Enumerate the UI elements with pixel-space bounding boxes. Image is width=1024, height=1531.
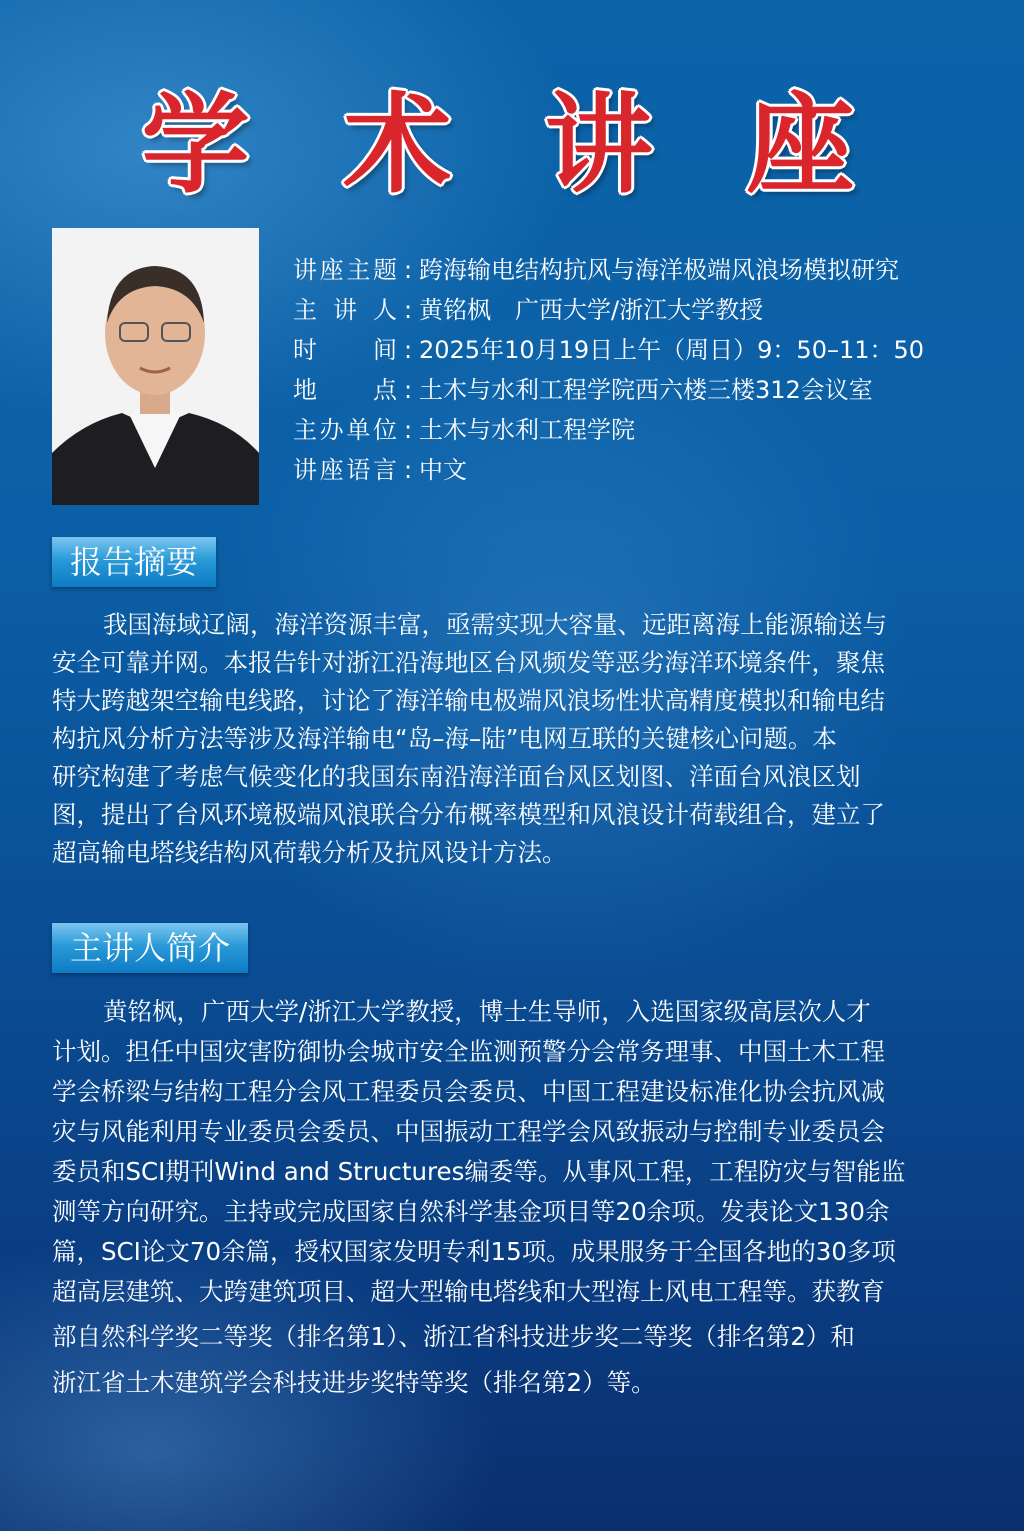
- info-value: 2025年10月19日上午（周日）9：50–11：50: [419, 336, 925, 364]
- poster-title: 学 术 讲 座: [141, 82, 883, 208]
- bio-line: 篇，SCI论文70余篇，授权国家发明专利15项。成果服务于全国各地的30多项: [52, 1237, 896, 1266]
- colon: :: [403, 296, 413, 324]
- abstract-line: 研究构建了考虑气候变化的我国东南沿海洋面台风区划图、洋面台风浪区划: [52, 762, 861, 791]
- colon: :: [403, 376, 413, 404]
- abstract-line: 超高输电塔线结构风荷载分析及抗风设计方法。: [52, 838, 567, 867]
- info-label: 讲座主题: [293, 256, 397, 284]
- bio-line: 超高层建筑、大跨建筑项目、超大型输电塔线和大型海上风电工程等。获教育: [52, 1277, 885, 1306]
- info-value: 黄铭枫 广西大学/浙江大学教授: [419, 296, 764, 324]
- info-label: 时间: [293, 336, 397, 364]
- bio-paragraph: [52, 992, 977, 1404]
- bio-line: 测等方向研究。主持或完成国家自然科学基金项目等20余项。发表论文130余: [52, 1197, 890, 1226]
- info-label: 讲座语言: [293, 456, 397, 484]
- abstract-paragraph: [52, 606, 977, 872]
- abstract-line: 我国海域辽阔，海洋资源丰富，亟需实现大容量、远距离海上能源输送与: [103, 610, 887, 639]
- info-label: 主办单位: [293, 416, 397, 444]
- info-value: 跨海输电结构抗风与海洋极端风浪场模拟研究: [419, 256, 899, 284]
- info-row-speaker: [293, 290, 924, 330]
- abstract-line: 图，提出了台风环境极端风浪联合分布概率模型和风浪设计荷载组合，建立了: [52, 800, 885, 829]
- info-value: 中文: [419, 456, 467, 484]
- info-label: 主讲人: [293, 296, 397, 324]
- info-value: 土木与水利工程学院西六楼三楼312会议室: [419, 376, 873, 404]
- bio-line: 计划。担任中国灾害防御协会城市安全监测预警分会常务理事、中国土木工程: [52, 1037, 885, 1066]
- bio-line: 部自然科学奖二等奖（排名第1）、浙江省科技进步奖二等奖（排名第2）和: [52, 1322, 855, 1351]
- lecture-info: [293, 250, 924, 490]
- colon: :: [403, 256, 413, 284]
- bio-line: 学会桥梁与结构工程分会风工程委员会委员、中国工程建设标准化协会抗风减: [52, 1077, 885, 1106]
- info-row-topic: [293, 250, 924, 290]
- abstract-line: 特大跨越架空输电线路，讨论了海洋输电极端风浪场性状高精度模拟和输电结: [52, 686, 885, 715]
- colon: :: [403, 336, 413, 364]
- info-row-location: [293, 370, 924, 410]
- colon: :: [403, 416, 413, 444]
- info-label: 地点: [293, 376, 397, 404]
- abstract-line: 构抗风分析方法等涉及海洋输电“岛–海–陆”电网互联的关键核心问题。本: [52, 724, 837, 753]
- bio-line: 灾与风能利用专业委员会委员、中国振动工程学会风致振动与控制专业委员会: [52, 1117, 885, 1146]
- speaker-photo: [52, 228, 259, 505]
- info-row-language: [293, 450, 924, 490]
- abstract-heading: 报告摘要: [52, 537, 216, 587]
- colon: :: [403, 456, 413, 484]
- info-row-organizer: [293, 410, 924, 450]
- info-value: 土木与水利工程学院: [419, 416, 635, 444]
- bio-line: 黄铭枫，广西大学/浙江大学教授，博士生导师，入选国家级高层次人才: [103, 997, 871, 1026]
- abstract-line: 安全可靠并网。本报告针对浙江沿海地区台风频发等恶劣海洋环境条件，聚焦: [52, 648, 885, 677]
- info-row-time: [293, 330, 924, 370]
- bio-heading: 主讲人简介: [52, 923, 248, 973]
- bio-line: 委员和SCI期刊Wind and Structures编委等。从事风工程，工程防灾与智能监: [52, 1157, 906, 1186]
- bio-line: 浙江省土木建筑学会科技进步奖特等奖（排名第2）等。: [52, 1368, 656, 1397]
